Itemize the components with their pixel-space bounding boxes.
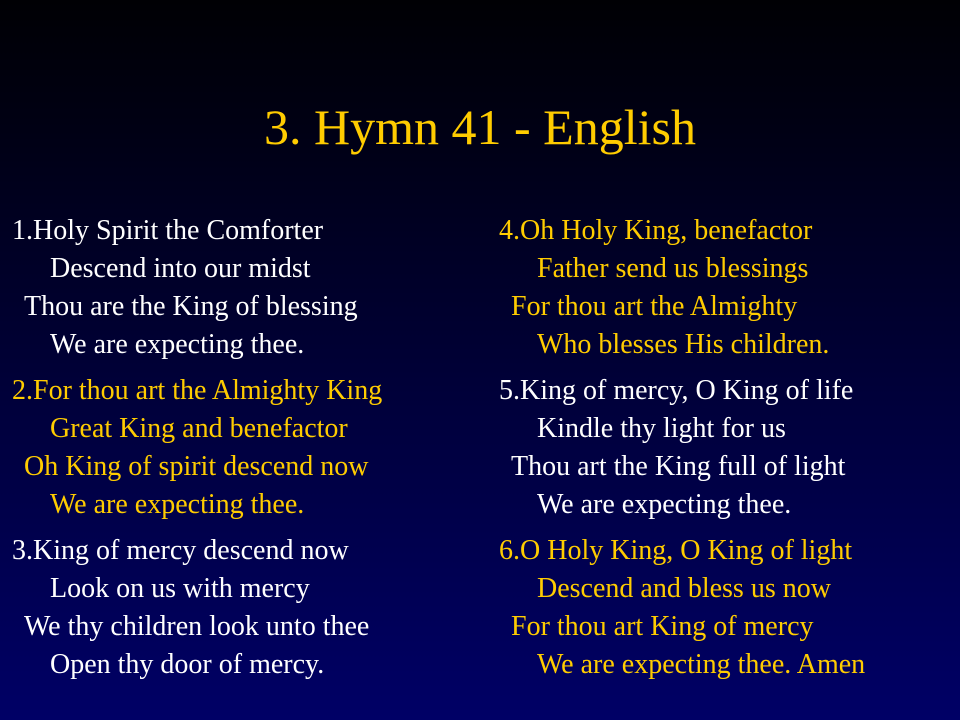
verse-line: Descend and bless us now — [537, 573, 831, 604]
verse-line: Thou art the King full of light — [511, 451, 846, 482]
verse-line: We are expecting thee. Amen — [537, 649, 866, 680]
verse-line: 4.Oh Holy King, benefactor — [499, 215, 813, 246]
verse-line: Open thy door of mercy. — [50, 649, 325, 680]
verse-line: Oh King of spirit descend now — [24, 451, 369, 482]
verse-5 — [499, 372, 865, 524]
slide-title: 3. Hymn 41 - English — [264, 99, 696, 155]
verse-line: 2.For thou art the Almighty King — [12, 375, 383, 406]
verse-line: 5.King of mercy, O King of life — [499, 375, 854, 406]
verse-3 — [12, 532, 382, 684]
verse-line: For thou art the Almighty — [511, 291, 798, 322]
verse-line: Who blesses His children. — [537, 329, 830, 360]
verse-line: Look on us with mercy — [50, 573, 310, 604]
verse-line: We thy children look unto thee — [24, 611, 370, 642]
verse-line: Kindle thy light for us — [537, 413, 786, 444]
verse-line: 3.King of mercy descend now — [12, 535, 349, 566]
verses-right-column — [499, 212, 865, 692]
verse-line: Thou are the King of blessing — [24, 291, 358, 322]
verse-6 — [499, 532, 865, 684]
verse-4 — [499, 212, 865, 364]
verse-line: Great King and benefactor — [50, 413, 348, 444]
verse-line: For thou art King of mercy — [511, 611, 814, 642]
verse-line: We are expecting thee. — [537, 489, 792, 520]
verse-line: We are expecting thee. — [50, 489, 305, 520]
verse-line: Father send us blessings — [537, 253, 809, 284]
verse-line: 1.Holy Spirit the Comforter — [12, 215, 324, 246]
verse-2 — [12, 372, 382, 524]
verse-line: Descend into our midst — [50, 253, 311, 284]
verse-1 — [12, 212, 382, 364]
verse-line: 6.O Holy King, O King of light — [499, 535, 853, 566]
verse-line: We are expecting thee. — [50, 329, 305, 360]
verses-left-column — [12, 212, 382, 692]
